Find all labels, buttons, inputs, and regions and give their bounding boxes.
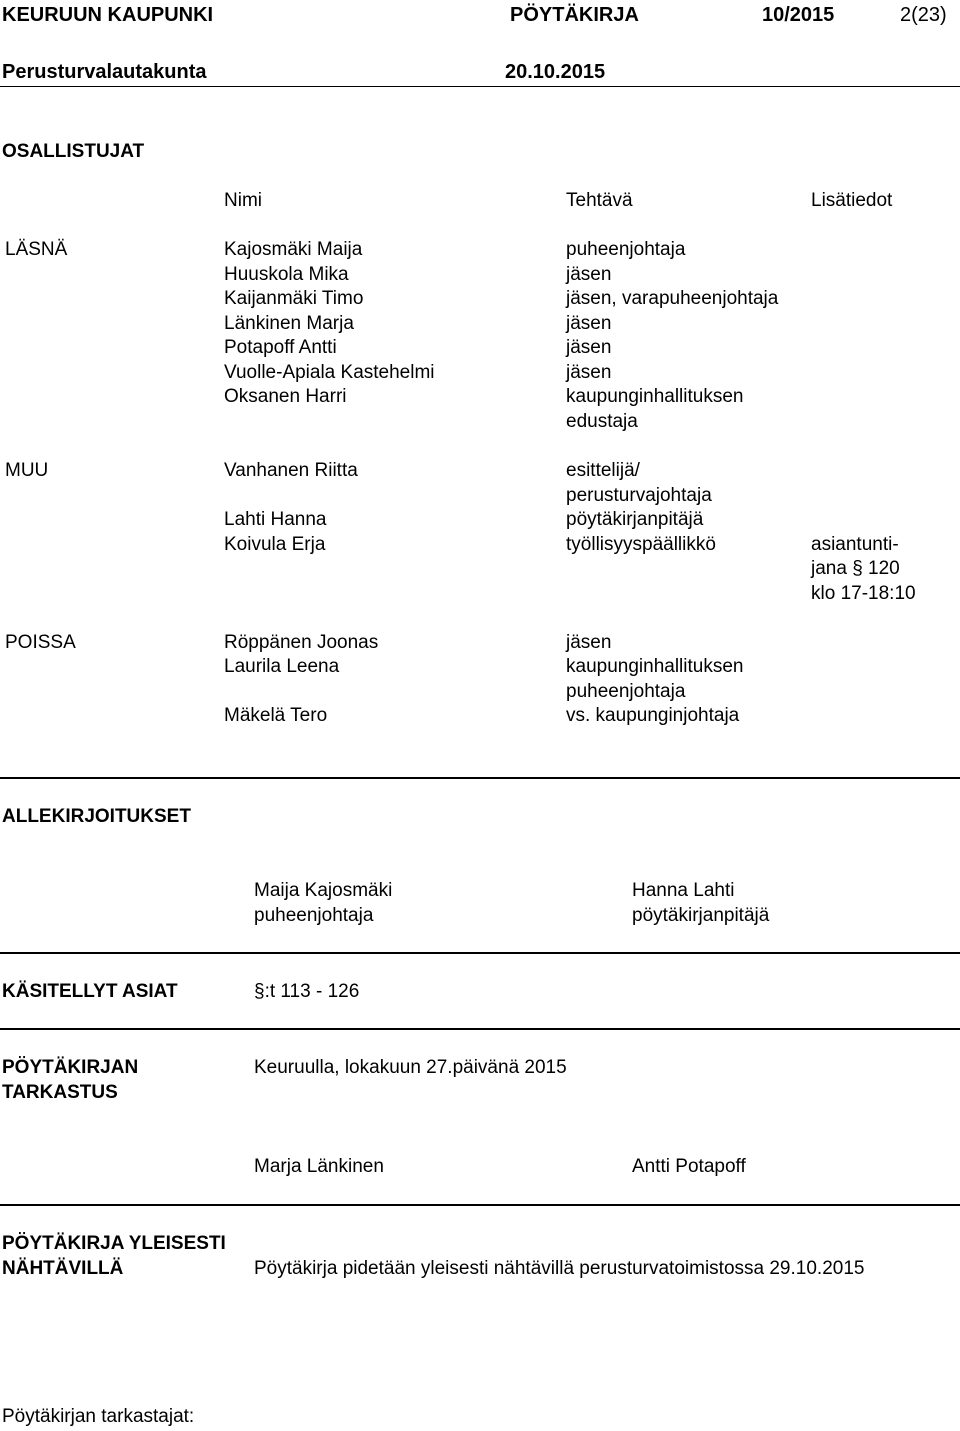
- participant-role: jäsen: [566, 337, 612, 358]
- participant-role-cont: perusturvajohtaja: [566, 485, 712, 506]
- participant-info: asiantunti-: [811, 534, 899, 555]
- signer-name-right: Hanna Lahti: [632, 880, 735, 901]
- participant-role: jäsen: [566, 313, 612, 334]
- doc-type: PÖYTÄKIRJA: [510, 4, 639, 26]
- review-label-cont: TARKASTUS: [2, 1082, 118, 1103]
- section-divider: [0, 1028, 960, 1030]
- participant-role: kaupunginhallituksen: [566, 656, 744, 677]
- column-header-info: Lisätiedot: [811, 190, 893, 211]
- section-divider: [0, 952, 960, 954]
- participant-role: vs. kaupunginjohtaja: [566, 705, 740, 726]
- participant-name: Mäkelä Tero: [224, 705, 328, 726]
- meeting-date: 20.10.2015: [505, 61, 606, 83]
- public-label: PÖYTÄKIRJA YLEISESTI: [2, 1233, 226, 1254]
- participant-name: Kaijanmäki Timo: [224, 288, 364, 309]
- participant-role: työllisyyspäällikkö: [566, 534, 716, 555]
- signer-title-right: pöytäkirjanpitäjä: [632, 905, 770, 926]
- participant-role: jäsen: [566, 632, 612, 653]
- participant-role: jäsen: [566, 264, 612, 285]
- public-label-cont: NÄHTÄVILLÄ: [2, 1258, 124, 1279]
- org-name: KEURUUN KAUPUNKI: [2, 4, 214, 26]
- review-place-date: Keuruulla, lokakuun 27.päivänä 2015: [254, 1057, 567, 1078]
- participant-role: pöytäkirjanpitäjä: [566, 509, 704, 530]
- participant-name: Oksanen Harri: [224, 386, 347, 407]
- participant-info: klo 17-18:10: [811, 583, 916, 604]
- other-label: MUU: [5, 460, 49, 481]
- participant-name: Vuolle-Apiala Kastehelmi: [224, 362, 435, 383]
- doc-number: 10/2015: [762, 4, 835, 26]
- review-label: PÖYTÄKIRJAN: [2, 1057, 139, 1078]
- committee-name: Perusturvalautakunta: [2, 61, 207, 83]
- items-value: §:t 113 - 126: [254, 981, 360, 1002]
- section-divider: [0, 1204, 960, 1206]
- header-rule: [0, 86, 960, 87]
- participant-name: Lahti Hanna: [224, 509, 327, 530]
- participant-role: esittelijä/: [566, 460, 640, 481]
- absent-label: POISSA: [5, 632, 76, 653]
- participant-name: Länkinen Marja: [224, 313, 354, 334]
- participant-info: jana § 120: [811, 558, 900, 579]
- participant-name: Koivula Erja: [224, 534, 326, 555]
- participant-name: Vanhanen Riitta: [224, 460, 358, 481]
- participant-role-cont: puheenjohtaja: [566, 681, 686, 702]
- items-label: KÄSITELLYT ASIAT: [2, 981, 178, 1002]
- participant-name: Röppänen Joonas: [224, 632, 379, 653]
- signer-title-left: puheenjohtaja: [254, 905, 374, 926]
- present-label: LÄSNÄ: [5, 239, 68, 260]
- page-number: 2(23): [900, 4, 947, 26]
- participants-heading: OSALLISTUJAT: [2, 141, 145, 162]
- signer-name-left: Maija Kajosmäki: [254, 880, 393, 901]
- participant-name: Potapoff Antti: [224, 337, 337, 358]
- column-header-role: Tehtävä: [566, 190, 633, 211]
- public-notice-text: Pöytäkirja pidetään yleisesti nähtävillä perusturvatoimistossa 29.10.2015: [254, 1258, 865, 1279]
- participant-role: puheenjohtaja: [566, 239, 686, 260]
- participant-name: Huuskola Mika: [224, 264, 349, 285]
- reviewers-footer-label: Pöytäkirjan tarkastajat:: [2, 1406, 195, 1427]
- signatures-heading: ALLEKIRJOITUKSET: [2, 806, 191, 827]
- participant-role-cont: edustaja: [566, 411, 638, 432]
- section-divider: [0, 777, 960, 779]
- reviewer-name: Antti Potapoff: [632, 1156, 746, 1177]
- reviewer-name: Marja Länkinen: [254, 1156, 384, 1177]
- participant-role: kaupunginhallituksen: [566, 386, 744, 407]
- participant-name: Kajosmäki Maija: [224, 239, 363, 260]
- participant-role: jäsen, varapuheenjohtaja: [566, 288, 779, 309]
- column-header-name: Nimi: [224, 190, 262, 211]
- participant-name: Laurila Leena: [224, 656, 340, 677]
- participant-role: jäsen: [566, 362, 612, 383]
